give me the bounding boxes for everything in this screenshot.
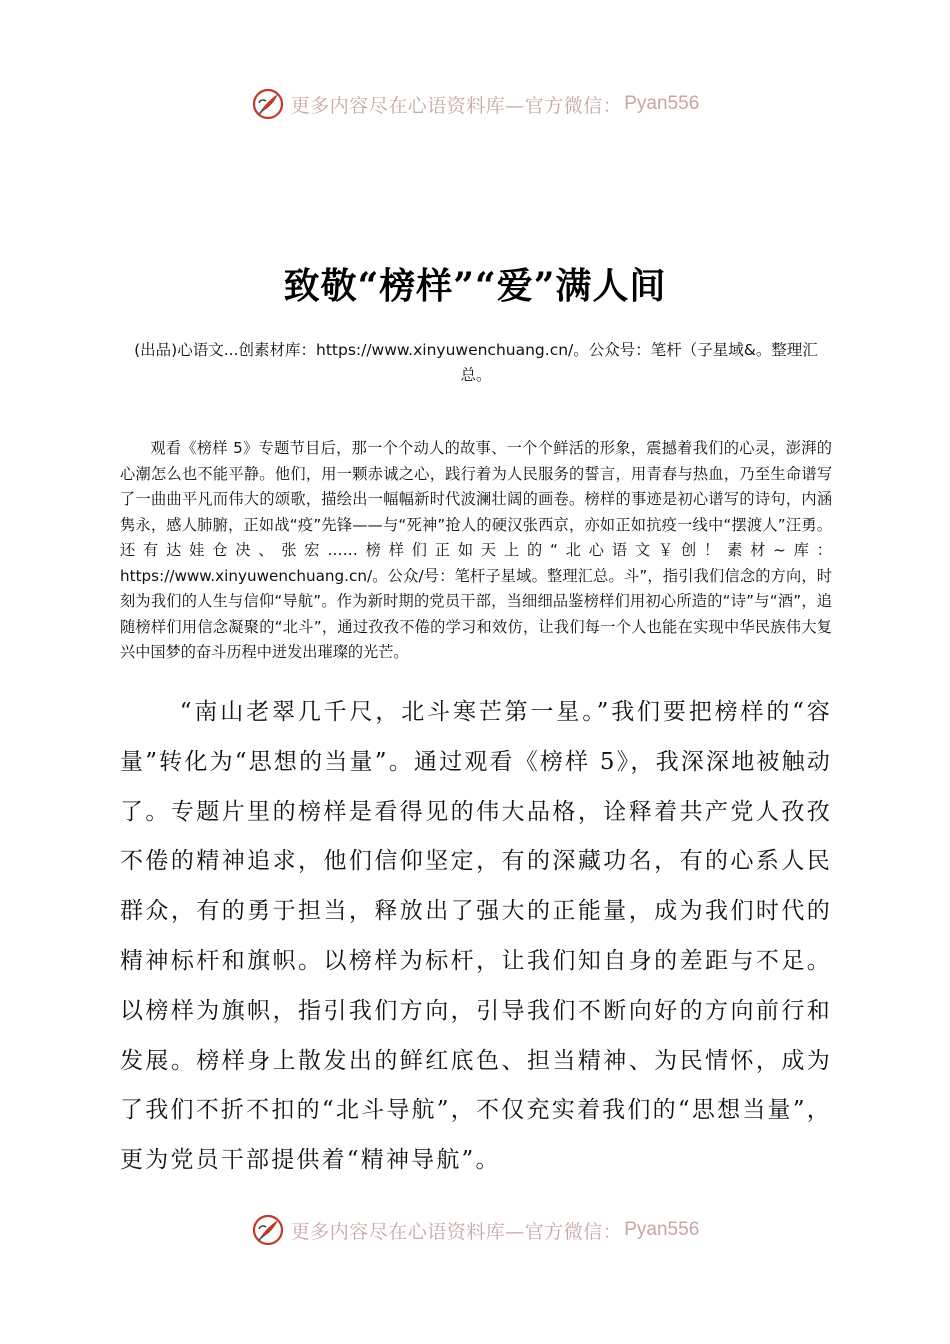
banner-text: 更多内容尽在心语资料库—官方微信： [290, 1220, 623, 1243]
header-banner [0, 82, 950, 126]
quill-pen-logo-icon [251, 1213, 285, 1247]
footer-banner [0, 1208, 950, 1252]
body-paragraph: “南山老翠几千尺，北斗寒芒第一星。”我们要把榜样的“容量”转化为“思想的当量”。通过观看《榜样 5》，我深深地被触动了。专题片里的榜样是看得见的伟大品格，诠释着共产党人孜孜不倦的精神追求，他们信仰坚定，有的深藏功名，有的心系人民群众，有的勇于担当，释放出了强大的正能量，成为我们时代的精神标杆和旗帜。以榜样为标杆，让我们知自身的差距与不足。以榜样为旗帜，指引我们方向，引导我们不断向好的方向前行和发展。榜样身上散发出的鲜红底色、担当精神、为民情怀，成为了我们不折不扣的“北斗导航”，不仅充实着我们的“思想当量”，更为党员干部提供着“精神导航”。 [120, 699, 832, 1174]
wechat-id: Pyan556 [624, 93, 700, 114]
intro-paragraph: 观看《榜样 5》专题节目后，那一个个动人的故事、一个个鲜活的形象，震撼着我们的心灵，澎湃的心潮怎么也不能平静。他们，用一颗赤诚之心，践行着为人民服务的誓言，用青春与热血，乃至生命谱写了一曲曲平凡而伟大的颂歌，描绘出一幅幅新时代波澜壮阔的画卷。榜样的事迹是初心谱写的诗句，内涵隽永，感人肺腑，正如战“疫”先锋——与“死神”抢人的硬汉张西京，亦如正如抗疫一线中“摆渡人”汪勇。还有达娃仓决、张宏……榜样们正如天上的“北心语文￥创！素材~库：https://www.xinyuwenchuang.cn/。公众/号：笔杆子星域。整理汇总。斗”，指引我们信念的方向，时刻为我们的人生与信仰“导航”。作为新时期的党员干部，当细细品鉴榜样们用初心所造的“诗”与“酒”，追随榜样们用信念凝聚的“北斗”，通过孜孜不倦的学习和效仿，让我们每一个人也能在实现中华民族伟大复兴中国梦的奋斗历程中迸发出璀璨的光芒。 [120, 439, 832, 661]
source-line: (出品)心语文...创素材库：https://www.xinyuwenchuang.cn/。公众号：笔杆（子星域&。整理汇总。 [134, 341, 818, 384]
banner-text: 更多内容尽在心语资料库—官方微信： [290, 94, 623, 117]
document-title: 致敬“榜样”“爱”满人间 [283, 265, 667, 307]
wechat-id: Pyan556 [624, 1219, 700, 1240]
quill-pen-logo-icon [251, 87, 285, 121]
